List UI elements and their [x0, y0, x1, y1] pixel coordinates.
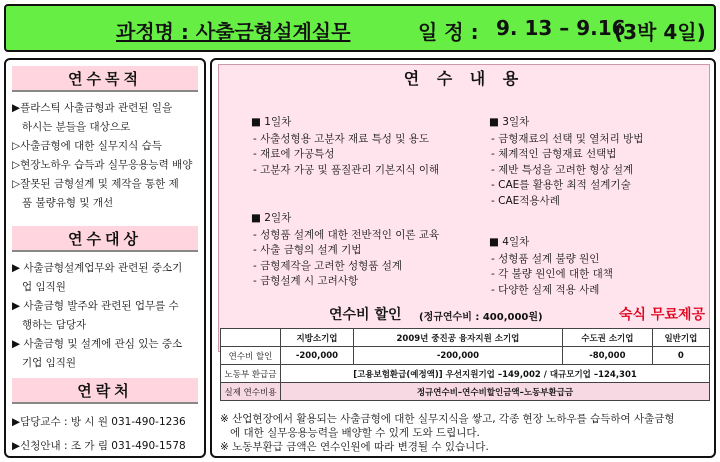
day-item: - 금형제작을 고려한 성형품 설계: [253, 259, 402, 272]
notes: [220, 412, 714, 454]
table-cell: -200,000: [353, 347, 562, 365]
fee-table: [220, 328, 710, 401]
contact-list: [12, 414, 202, 457]
target-line: ▶ 사출금형 발주와 관련된 업무를 수: [12, 300, 179, 312]
target-line: 업 임직원: [22, 281, 66, 293]
note-line: ※ 산업현장에서 활용되는 사출금형에 대한 실무지식을 쌓고, 각종 현장 노하우를 습득하여 사출금형: [220, 413, 675, 425]
table-header: 수도권 소기업: [562, 329, 652, 347]
header-bar: [4, 4, 716, 52]
day-item: - 사출성형용 고분자 재료 특성 및 용도: [253, 132, 429, 145]
row-label: 실제 연수비용: [221, 383, 281, 401]
objective-line: ▶플라스틱 사출금형과 관련된 일을: [12, 102, 173, 114]
course-name: 과정명 : 사출금형설계실무: [116, 20, 351, 44]
table-row: [221, 347, 710, 365]
table-header: 2009년 중진공 융자지원 소기업: [353, 329, 562, 347]
content-box: [218, 64, 710, 352]
day-item: - 다양한 실제 적용 사례: [491, 283, 600, 296]
nights-label: (3박 4일): [614, 20, 706, 44]
objective-list: [12, 100, 202, 214]
objective-line: ▷현장노하우 습득과 실무응용능력 배양: [12, 159, 193, 171]
fee-title: 연수비 할인: [329, 307, 402, 323]
target-line: 기업 임직원: [22, 357, 77, 369]
objective-heading: 연수목적: [12, 66, 198, 92]
day-item: - 체계적인 금형재료 선택법: [491, 148, 617, 160]
row-label: 연수비 할인: [221, 347, 281, 365]
schedule-value: 9. 13 – 9.16: [496, 16, 626, 40]
day-item: - 재료에 가공특성: [253, 148, 335, 160]
schedule-label: 일 정 :: [418, 20, 479, 44]
target-line: ▶ 사출금형 및 설계에 관심 있는 중소: [12, 338, 183, 350]
day2-block: [251, 211, 439, 290]
contact-line: ▶신청안내 : 조 가 림 031-490-1578: [12, 440, 186, 452]
note-line: ※ 노동부환급 금액은 연수인원에 따라 변경될 수 있습니다.: [220, 441, 489, 453]
note-line: 에 대한 실무응용능력을 배양할 수 있게 도와 드립니다.: [230, 427, 480, 439]
objective-line: ▷사출금형에 대한 실무지식 습득: [12, 140, 162, 152]
day-item: - 금형재료의 선택 및 열처리 방법: [491, 132, 644, 145]
table-header: 일반기업: [652, 329, 709, 347]
table-cell: 정규연수비–연수비할인금액–노동부환급금: [281, 383, 710, 401]
fee-note: (정규연수비 : 400,000원): [419, 312, 543, 323]
target-line: 행하는 담당자: [22, 319, 87, 331]
table-row: [221, 365, 710, 383]
table-cell: -200,000: [281, 347, 354, 365]
day-heading: ■ 2일차: [251, 212, 292, 224]
right-panel: [210, 58, 716, 458]
table-cell: [221, 329, 281, 347]
table-cell: -80,000: [562, 347, 652, 365]
table-header: 지방소기업: [281, 329, 354, 347]
day-heading: ■ 3일차: [489, 116, 530, 128]
content-heading: 연 수 내 용: [403, 69, 525, 88]
row-label: 노동부 환급금: [221, 365, 281, 383]
table-row: [221, 383, 710, 401]
objective-line: 하시는 분들을 대상으로: [22, 121, 131, 133]
day-heading: ■ 4일차: [489, 236, 530, 248]
objective-line: 품 불량유형 및 개선: [22, 197, 114, 209]
contact-heading: 연락처: [12, 378, 198, 404]
target-heading: 연수대상: [12, 226, 198, 252]
contact-line: ▶담당교수 : 방 시 원 031-490-1236: [12, 416, 186, 428]
day-item: - 사출 금형의 설계 기법: [253, 244, 362, 256]
day-item: - CAE적용사례: [491, 194, 560, 207]
day-item: - 성형품 설계에 대한 전반적인 이론 교육: [253, 228, 440, 241]
free-meal-label: 숙식 무료제공: [619, 307, 706, 323]
day-item: - 고분자 가공 및 품질관리 기본지식 이해: [253, 163, 440, 176]
day1-block: [251, 115, 439, 178]
objective-line: ▷잘못된 금형설계 및 제작을 통한 제: [12, 178, 179, 190]
table-cell: 0: [652, 347, 709, 365]
day-item: - CAE를 활용한 최적 설계기술: [491, 179, 631, 191]
day3-block: [489, 115, 643, 209]
day-heading: ■ 1일차: [251, 116, 292, 128]
day4-block: [489, 235, 613, 298]
left-panel: [4, 58, 206, 458]
day-item: - 제반 특성을 고려한 형상 설계: [491, 163, 634, 176]
target-list: [12, 260, 202, 374]
target-line: ▶ 사출금형설계업무와 관련된 중소기: [12, 262, 183, 274]
table-cell: [고용보험환급(예정액)] 우선지원기업 –149,002 / 대규모기업 –124,301: [281, 365, 710, 383]
day-item: - 성형품 설계 불량 원인: [491, 252, 600, 265]
day-item: - 각 불량 원인에 대한 대책: [491, 268, 613, 280]
table-row: [221, 329, 710, 347]
day-item: - 금형설계 시 고려사항: [253, 275, 359, 287]
